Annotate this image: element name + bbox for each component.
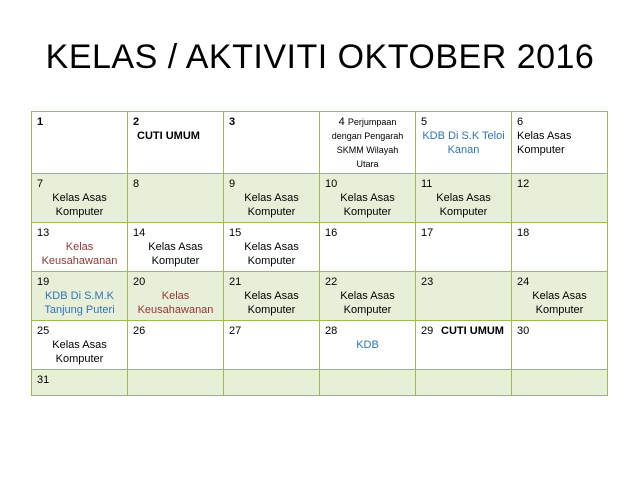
day-number: 30 bbox=[517, 325, 530, 337]
calendar-day-cell bbox=[32, 112, 128, 174]
day-number: 15 bbox=[229, 227, 242, 239]
calendar-week-row bbox=[32, 174, 608, 223]
day-number: 29 bbox=[421, 325, 434, 337]
calendar-week-row bbox=[32, 321, 608, 370]
calendar-day-cell bbox=[512, 272, 608, 321]
calendar-day-cell bbox=[32, 174, 128, 223]
activity-text: Kelas Asas Komputer bbox=[340, 290, 395, 316]
day-number: 8 bbox=[133, 178, 140, 190]
activity-text: Kelas Asas Komputer bbox=[340, 192, 395, 218]
day-number: 17 bbox=[421, 227, 434, 239]
day-number: 24 bbox=[517, 276, 530, 288]
activity-text: Kelas Asas Komputer bbox=[517, 130, 572, 156]
calendar-day-cell bbox=[128, 272, 224, 321]
calendar-day-cell bbox=[320, 223, 416, 272]
day-number: 6 bbox=[517, 116, 524, 128]
calendar-day-cell bbox=[416, 321, 512, 370]
calendar-day-cell bbox=[416, 223, 512, 272]
day-number: 16 bbox=[325, 227, 338, 239]
activity-text: KDB bbox=[356, 339, 379, 351]
day-number: 10 bbox=[325, 178, 338, 190]
activity-text: Kelas Asas Komputer bbox=[52, 192, 107, 218]
day-number: 28 bbox=[325, 325, 338, 337]
day-number: 20 bbox=[133, 276, 146, 288]
calendar-day-cell bbox=[32, 370, 128, 396]
calendar-day-cell bbox=[320, 321, 416, 370]
calendar-week-row bbox=[32, 223, 608, 272]
calendar-day-cell bbox=[416, 112, 512, 174]
day-number: 2 bbox=[133, 116, 140, 128]
activity-text: Kelas Asas Komputer bbox=[244, 192, 299, 218]
calendar-day-cell bbox=[224, 370, 320, 396]
day-number: 25 bbox=[37, 325, 50, 337]
day-number: 5 bbox=[421, 116, 428, 128]
calendar-day-cell bbox=[128, 223, 224, 272]
calendar-day-cell bbox=[320, 370, 416, 396]
day-number: 4 bbox=[338, 116, 345, 128]
calendar-day-cell bbox=[128, 174, 224, 223]
calendar-day-cell bbox=[416, 370, 512, 396]
day-number: 31 bbox=[37, 374, 50, 386]
day-number: 14 bbox=[133, 227, 146, 239]
activity-text: Kelas Asas Komputer bbox=[436, 192, 491, 218]
activity-text: Kelas Keusahawanan bbox=[41, 241, 118, 267]
calendar-day-cell bbox=[512, 174, 608, 223]
calendar-day-cell bbox=[320, 272, 416, 321]
activity-text: Kelas Asas Komputer bbox=[532, 290, 587, 316]
day-number: 11 bbox=[421, 178, 433, 190]
calendar-day-cell bbox=[416, 272, 512, 321]
activity-text: Kelas Keusahawanan bbox=[137, 290, 214, 316]
day-number: 12 bbox=[517, 178, 530, 190]
calendar-day-cell bbox=[128, 112, 224, 174]
activity-text: KDB Di S.K Teloi Kanan bbox=[422, 130, 505, 156]
activity-text: Kelas Asas Komputer bbox=[52, 339, 107, 365]
calendar-day-cell bbox=[224, 272, 320, 321]
day-number: 26 bbox=[133, 325, 146, 337]
calendar-day-cell bbox=[32, 272, 128, 321]
day-number: 21 bbox=[229, 276, 242, 288]
day-number: 3 bbox=[229, 116, 236, 128]
calendar-day-cell bbox=[320, 112, 416, 174]
calendar-day-cell bbox=[512, 321, 608, 370]
activity-text: Kelas Asas Komputer bbox=[244, 241, 299, 267]
calendar-day-cell bbox=[32, 321, 128, 370]
calendar-day-cell bbox=[224, 223, 320, 272]
calendar-day-cell bbox=[32, 223, 128, 272]
calendar-day-cell bbox=[128, 370, 224, 396]
activity-text: CUTI UMUM bbox=[137, 130, 200, 142]
day-number: 9 bbox=[229, 178, 236, 190]
calendar-day-cell bbox=[224, 112, 320, 174]
calendar-day-cell bbox=[224, 321, 320, 370]
activity-text: CUTI UMUM bbox=[441, 325, 504, 337]
day-number: 27 bbox=[229, 325, 242, 337]
calendar-day-cell bbox=[320, 174, 416, 223]
day-number: 22 bbox=[325, 276, 338, 288]
day-number: 19 bbox=[37, 276, 50, 288]
activity-text: Perjumpaan dengan Pengarah SKMM Wilayah Utara bbox=[331, 117, 404, 169]
day-number: 7 bbox=[37, 178, 44, 190]
day-number: 18 bbox=[517, 227, 530, 239]
calendar-day-cell bbox=[512, 370, 608, 396]
calendar-table bbox=[31, 111, 608, 396]
calendar-week-row bbox=[32, 272, 608, 321]
activity-text: Kelas Asas Komputer bbox=[244, 290, 299, 316]
calendar-day-cell bbox=[224, 174, 320, 223]
activity-text: Kelas Asas Komputer bbox=[148, 241, 203, 267]
calendar-week-row bbox=[32, 370, 608, 396]
day-number: 13 bbox=[37, 227, 50, 239]
calendar-day-cell bbox=[416, 174, 512, 223]
day-number: 1 bbox=[37, 116, 44, 128]
calendar-day-cell bbox=[512, 223, 608, 272]
calendar-day-cell bbox=[512, 112, 608, 174]
page-title: KELAS / AKTIVITI OKTOBER 2016 bbox=[45, 38, 595, 76]
activity-text: KDB Di S.M.K Tanjung Puteri bbox=[44, 290, 115, 316]
calendar-week-row bbox=[32, 112, 608, 174]
day-number: 23 bbox=[421, 276, 434, 288]
calendar-day-cell bbox=[128, 321, 224, 370]
